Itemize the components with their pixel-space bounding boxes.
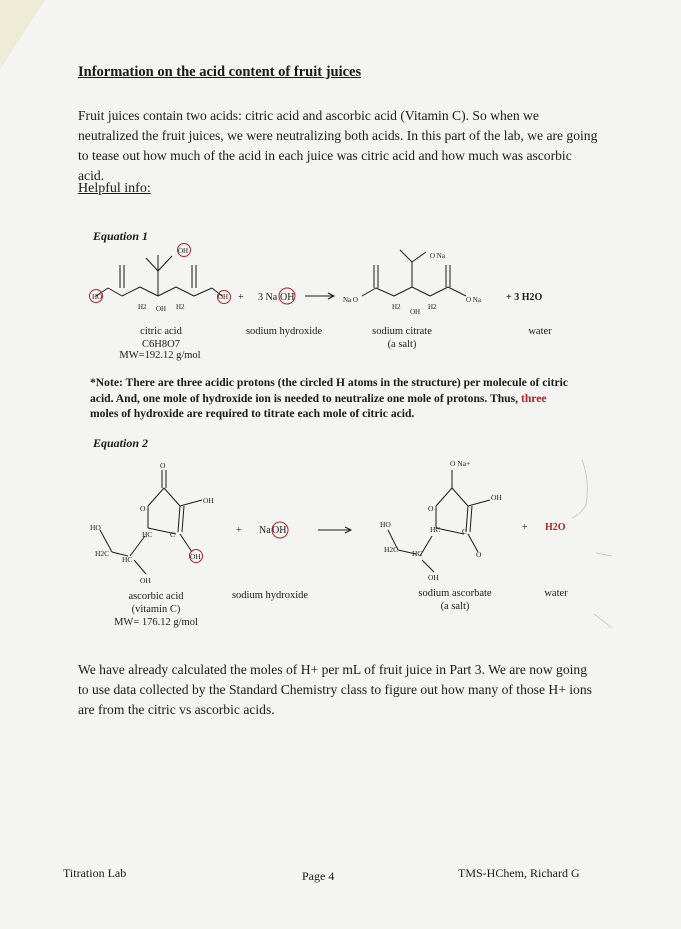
water-label-1: water [528, 326, 552, 337]
asc-o-ring-2: O [428, 504, 434, 513]
asc-o-top: O [160, 461, 166, 470]
eq2-plus-1: + [236, 525, 242, 536]
asc-oh-1: OH [203, 496, 214, 505]
eq2-water: H2O [545, 522, 566, 533]
oh-atom-label-2: OH [178, 247, 189, 255]
asc-ho: HO [90, 523, 101, 532]
footer-left: Titration Lab [63, 866, 127, 880]
citric-acid-label: citric acid C6H8O7 [140, 326, 182, 350]
note-paragraph: *Note: There are three acidic protons (the circled H atoms in the structure) per molecule of citric acid. And, one mole of hydroxide ion is needed to neutralize one mole of protons. Thus, three moles of hydroxide are required to titrate each mole of citric acid. [90, 376, 569, 420]
oh-atom-label-4: OH [410, 308, 421, 316]
naoh-coefficient: 3 Na [258, 292, 278, 303]
nao-atom-label: Na O [343, 296, 358, 304]
asc-h2c: H2C [95, 549, 110, 558]
water-term: + 3 H2O [506, 292, 543, 303]
intro-paragraph: Fruit juices contain two acids: citric acid and ascorbic acid (Vitamin C). So when we neutralized the fruit juices, we were neutralizing both acids. In this part of the lab, we are going to tease out how much of the acid in each juice was citric acid and how much was ascorbic acid. [78, 108, 598, 183]
eq2-plus-2: + [522, 522, 528, 533]
footer-page-number: Page 4 [302, 869, 335, 883]
eq2-oh: OH [272, 525, 287, 536]
equation-2-label: Equation 2 [93, 436, 149, 450]
water-label-2: water [544, 588, 568, 599]
helpful-info-heading: Helpful info: [78, 181, 151, 196]
naoh-oh: OH [280, 292, 295, 303]
asc-o-ring: O [140, 504, 146, 513]
note-highlight: three [520, 391, 547, 405]
h2-atom-label-3: H2 [392, 303, 401, 311]
asc-hc-1: HC [142, 530, 153, 539]
ona-atom-label-2: O Na [466, 296, 481, 304]
asc-h2c-2: H2C [384, 545, 399, 554]
ascorbic-acid-mw: MW= 176.12 g/mol [114, 617, 198, 628]
ho-atom-label: HO [92, 293, 103, 301]
asc-oh-4: OH [428, 573, 439, 582]
h2-atom-label-1: H2 [138, 303, 147, 311]
asc-oh-3: OH [491, 493, 502, 502]
asc-ho-2: HO [380, 520, 391, 529]
page-heading: Information on the acid content of fruit juices [78, 64, 362, 80]
asc-c: C [170, 530, 176, 539]
ascorbic-acid-label: ascorbic acid (vitamin C) [128, 591, 184, 615]
eq1-plus-1: + [238, 292, 244, 303]
oh-atom-label-3: OH [218, 293, 229, 301]
asc-hc-4: HC [412, 549, 423, 558]
asc-hc-3: HC [430, 525, 441, 534]
asc-oh-2: OH [140, 576, 151, 585]
sodium-hydroxide-label-1: sodium hydroxide [245, 326, 323, 337]
h2-atom-label-2: H2 [176, 303, 185, 311]
sodium-citrate-label: sodium citrate (a salt) [372, 326, 432, 350]
asc-hc-2: HC [122, 555, 133, 564]
equation-1-label: Equation 1 [93, 229, 149, 243]
sodium-ascorbate-label: sodium ascorbate (a salt) [418, 588, 492, 612]
eq2-na: Na [259, 525, 271, 536]
asc-ona: O Na+ [450, 459, 471, 468]
h2-atom-label-4: H2 [428, 303, 437, 311]
asc-c-2: C [462, 527, 468, 536]
oh-atom-label-1: OH [156, 305, 167, 313]
footer-right: TMS-HChem, Richard G [458, 866, 580, 880]
asc-oh-circled: OH [190, 552, 201, 561]
sodium-hydroxide-label-2: sodium hydroxide [231, 590, 309, 601]
citric-acid-mw: MW=192.12 g/mol [119, 350, 201, 361]
ona-atom-label-1: O Na [430, 252, 445, 260]
conclusion-paragraph: We have already calculated the moles of H+ per mL of fruit juice in Part 3. We are now going to use data collected by the Standard Chemistry class to figure out how many of those H+ ions are from the citric vs ascorbic acids. [78, 662, 592, 717]
asc-o-bottom: O [476, 550, 482, 559]
